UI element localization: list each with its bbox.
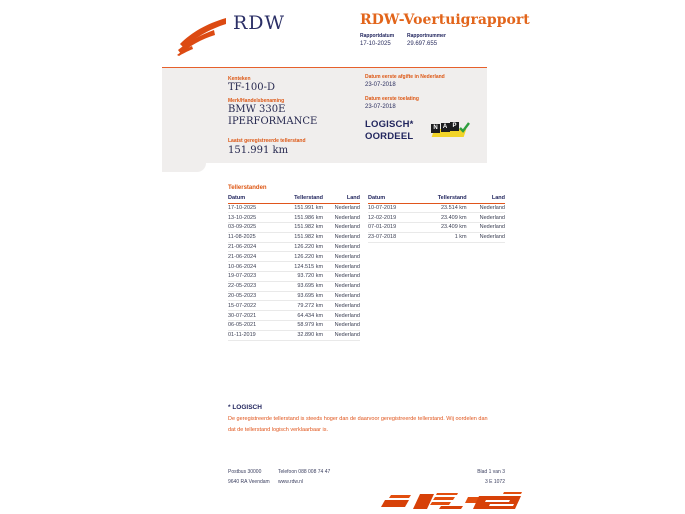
- table-cell: Nederland: [323, 281, 360, 291]
- report-date-label: Rapportdatum: [360, 33, 395, 39]
- table-cell: Nederland: [323, 242, 360, 252]
- table-cell: Nederland: [323, 213, 360, 223]
- table-cell: Nederland: [467, 223, 505, 233]
- table-cell: 01-11-2019: [228, 330, 278, 340]
- table-row: [228, 272, 360, 282]
- merk-label: Merk/Handelsbenaming: [228, 98, 285, 104]
- table-cell: Nederland: [323, 321, 360, 331]
- table-cell: Nederland: [323, 330, 360, 340]
- footer-website: www.rdw.nl: [278, 479, 304, 485]
- table-header-row: [368, 194, 505, 203]
- table-cell: 93.695 km: [278, 281, 323, 291]
- table-cell: 21-06-2024: [228, 242, 278, 252]
- tellerstanden-table-right: [368, 194, 505, 243]
- nap-letter-n: N: [431, 124, 440, 133]
- oordeel-text: [365, 119, 414, 143]
- table-cell: 21-06-2024: [228, 252, 278, 262]
- table-cell: 11-08-2025: [228, 232, 278, 242]
- table-cell: Nederland: [323, 301, 360, 311]
- col-header-datum: Datum: [228, 194, 278, 203]
- table-cell: 93.695 km: [278, 291, 323, 301]
- table-row: [228, 311, 360, 321]
- table-row: [228, 262, 360, 272]
- nap-letter-p: P: [450, 122, 459, 131]
- table-cell: Nederland: [323, 311, 360, 321]
- logisch-footnote-line1: De geregistreerde tellerstand is steeds hoger dan de daarvoor geregistreerde tellerstand. Wij oordelen dan: [228, 416, 488, 422]
- report-number-label: Rapportnummer: [407, 33, 446, 39]
- col-header-land: Land: [467, 194, 505, 203]
- table-row: [228, 242, 360, 252]
- col-header-datum: Datum: [368, 194, 420, 203]
- table-cell: 12-02-2019: [368, 213, 420, 223]
- brand-logotype: RDW: [233, 12, 286, 34]
- panel-tab-shape: [162, 163, 206, 172]
- nap-logo: [431, 121, 471, 140]
- logisch-footnote-title: * LOGISCH: [228, 404, 262, 411]
- rdw-wing-logo-icon: [176, 16, 228, 56]
- table-cell: 30-07-2021: [228, 311, 278, 321]
- table-row: [368, 213, 505, 223]
- table-cell: 22-05-2023: [228, 281, 278, 291]
- merk-value: BMW 330E IPERFORMANCE: [228, 104, 318, 127]
- table-cell: Nederland: [323, 262, 360, 272]
- table-cell: Nederland: [323, 252, 360, 262]
- table-row: [228, 330, 360, 340]
- tellerstand-value: 151.991 km: [228, 145, 289, 156]
- table-cell: 10-07-2019: [368, 203, 420, 213]
- nap-checkmark-icon: [458, 121, 471, 134]
- kenteken-value: TF-100-D: [228, 82, 276, 93]
- table-cell: 151.982 km: [278, 223, 323, 233]
- table-cell: Nederland: [323, 272, 360, 282]
- table-body-left: [228, 203, 360, 340]
- table-cell: 1 km: [420, 232, 467, 242]
- footer-address-line2: 9640 RA Veendam: [228, 479, 270, 485]
- tellerstand-label: Laatst geregistreerde tellerstand: [228, 138, 306, 144]
- table-row: [368, 232, 505, 242]
- table-cell: 23.409 km: [420, 213, 467, 223]
- table-cell: Nederland: [467, 213, 505, 223]
- table-cell: 79.272 km: [278, 301, 323, 311]
- table-cell: 20-05-2023: [228, 291, 278, 301]
- table-cell: 15-07-2022: [228, 301, 278, 311]
- table-cell: 17-10-2025: [228, 203, 278, 213]
- table-cell: 07-01-2019: [368, 223, 420, 233]
- col-header-land: Land: [323, 194, 360, 203]
- tellerstanden-title: Tellerstanden: [228, 185, 267, 191]
- table-header-row: [228, 194, 360, 203]
- table-cell: 151.982 km: [278, 232, 323, 242]
- footer-phone: Telefoon 088 008 74 47: [278, 469, 331, 475]
- table-cell: Nederland: [323, 223, 360, 233]
- table-cell: 126.220 km: [278, 252, 323, 262]
- table-row: [228, 223, 360, 233]
- table-cell: 19-07-2023: [228, 272, 278, 282]
- table-cell: 93.720 km: [278, 272, 323, 282]
- oordeel-line1: LOGISCH*: [365, 119, 414, 130]
- tellerstanden-table-left: [228, 194, 360, 341]
- table-cell: Nederland: [467, 232, 505, 242]
- table-row: [228, 321, 360, 331]
- table-cell: 124.515 km: [278, 262, 323, 272]
- table-row: [228, 281, 360, 291]
- table-cell: Nederland: [323, 203, 360, 213]
- afgifte-label: Datum eerste afgifte in Nederland: [365, 74, 445, 80]
- table-cell: 23.409 km: [420, 223, 467, 233]
- table-cell: 58.979 km: [278, 321, 323, 331]
- table-cell: Nederland: [467, 203, 505, 213]
- table-row: [228, 232, 360, 242]
- table-row: [228, 301, 360, 311]
- toelating-label: Datum eerste toelating: [365, 96, 419, 102]
- footer-form-code: 3 E 1072: [484, 479, 505, 485]
- table-cell: 151.986 km: [278, 213, 323, 223]
- col-header-tellerstand: Tellerstand: [420, 194, 467, 203]
- table-row: [228, 291, 360, 301]
- nap-letter-a: A: [441, 123, 450, 132]
- table-row: [368, 223, 505, 233]
- table-cell: 126.220 km: [278, 242, 323, 252]
- oordeel-line2: OORDEEL: [365, 131, 414, 142]
- table-cell: Nederland: [323, 291, 360, 301]
- table-cell: 23.514 km: [420, 203, 467, 213]
- kenteken-label: Kenteken: [228, 76, 251, 82]
- footer-stripes-graphic: [373, 491, 525, 512]
- footer-page-number: Blad 1 van 3: [477, 469, 505, 475]
- table-cell: 10-06-2024: [228, 262, 278, 272]
- report-title: RDW-Voertuigrapport: [360, 12, 530, 28]
- table-row: [228, 213, 360, 223]
- logisch-footnote-line2: dat de tellerstand logisch verklaarbaar is.: [228, 427, 328, 433]
- table-cell: 32.890 km: [278, 330, 323, 340]
- table-cell: 151.991 km: [278, 203, 323, 213]
- table-cell: 23-07-2018: [368, 232, 420, 242]
- table-body-right: [368, 203, 505, 242]
- table-row: [228, 203, 360, 213]
- footer-address-line1: Postbus 30000: [228, 469, 262, 475]
- report-date-value: 17-10-2025: [360, 41, 391, 47]
- table-row: [368, 203, 505, 213]
- toelating-value: 23-07-2018: [365, 104, 396, 110]
- afgifte-value: 23-07-2018: [365, 82, 396, 88]
- table-cell: 03-09-2025: [228, 223, 278, 233]
- table-cell: 06-05-2021: [228, 321, 278, 331]
- table-cell: 13-10-2025: [228, 213, 278, 223]
- table-cell: 64.434 km: [278, 311, 323, 321]
- col-header-tellerstand: Tellerstand: [278, 194, 323, 203]
- table-row: [228, 252, 360, 262]
- report-number-value: 29.697.655: [407, 41, 438, 47]
- table-cell: Nederland: [323, 232, 360, 242]
